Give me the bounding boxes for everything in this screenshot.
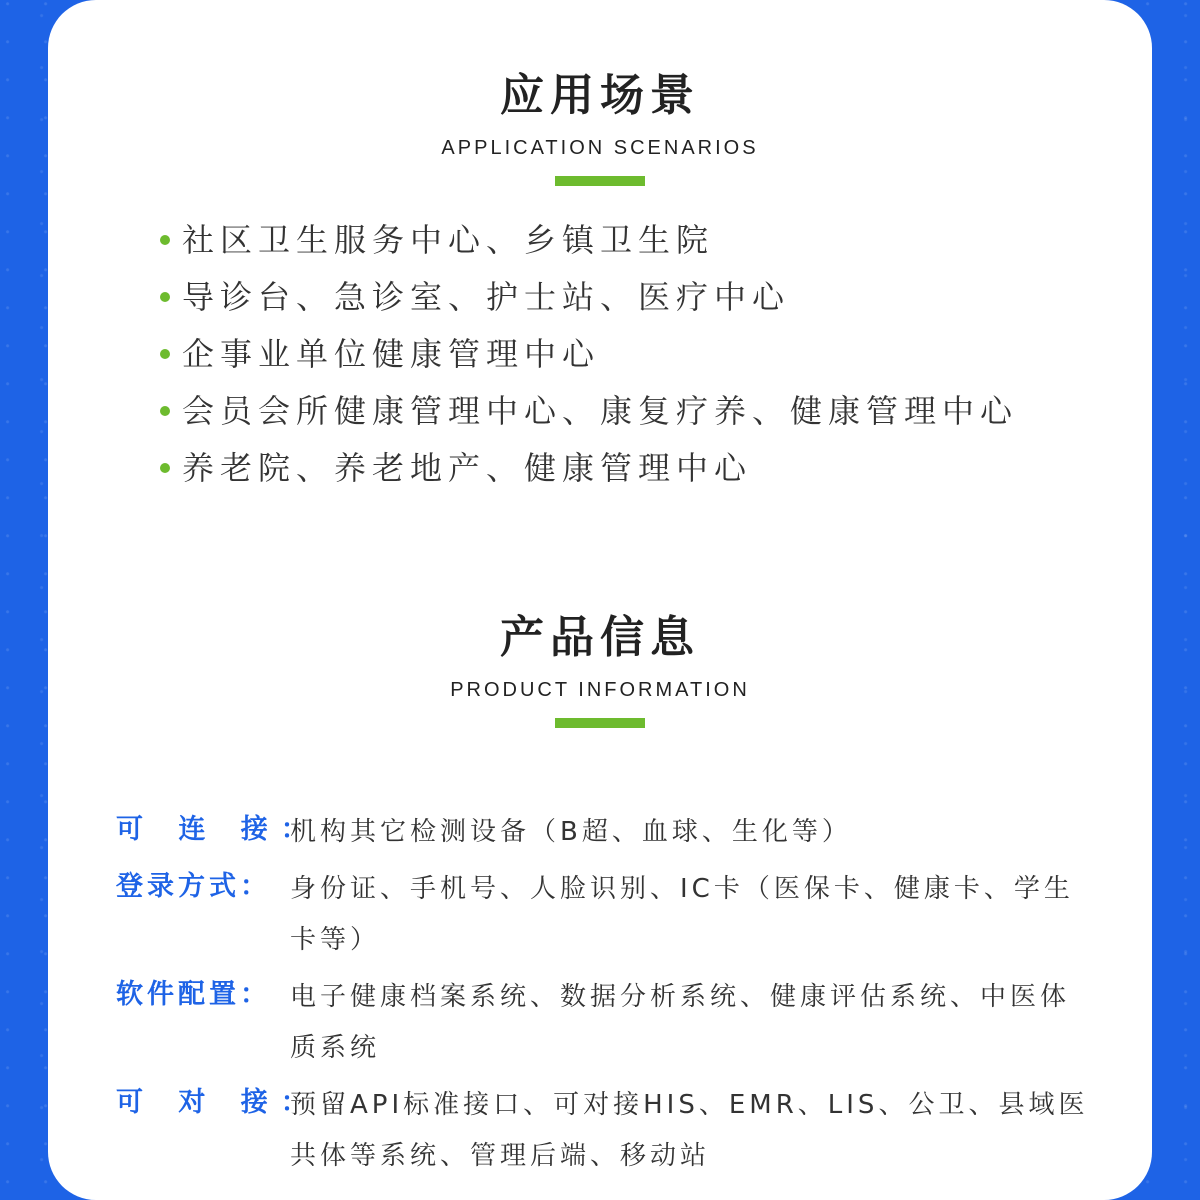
info-value: 身份证、手机号、人脸识别、IC卡（医保卡、健康卡、学生卡等） bbox=[290, 874, 1074, 955]
bullet-dot-icon bbox=[160, 235, 170, 245]
bullet-dot-icon bbox=[160, 463, 170, 473]
info-row-integration bbox=[116, 1080, 1106, 1182]
list-item-text: 社区卫生服务中心、乡镇卫生院 bbox=[182, 221, 715, 259]
scenarios-subtitle: APPLICATION SCENARIOS bbox=[441, 137, 759, 159]
info-label: 可 对 接： bbox=[116, 1087, 321, 1118]
scenarios-divider bbox=[555, 176, 645, 186]
list-item bbox=[158, 330, 1018, 387]
list-item bbox=[158, 444, 1018, 501]
content-card bbox=[48, 0, 1152, 1200]
product-header bbox=[48, 612, 1152, 728]
info-label: 可 连 接： bbox=[116, 814, 321, 845]
scenarios-header bbox=[48, 70, 1152, 186]
info-value: 电子健康档案系统、数据分析系统、健康评估系统、中医体质系统 bbox=[290, 982, 1071, 1063]
info-value: 预留API标准接口、可对接HIS、EMR、LIS、公卫、县域医共体等系统、管理后端、移动站 bbox=[290, 1090, 1089, 1171]
product-info-list bbox=[116, 807, 1106, 1188]
scenarios-list bbox=[158, 216, 1018, 501]
bullet-dot-icon bbox=[160, 292, 170, 302]
info-row-software bbox=[116, 972, 1106, 1074]
list-item-text: 企事业单位健康管理中心 bbox=[182, 335, 601, 373]
info-row-connect bbox=[116, 807, 1106, 858]
product-divider bbox=[555, 718, 645, 728]
info-label: 登录方式： bbox=[116, 871, 271, 902]
bullet-dot-icon bbox=[160, 406, 170, 416]
list-item-text: 会员会所健康管理中心、康复疗养、健康管理中心 bbox=[182, 392, 1019, 430]
info-value: 机构其它检测设备（B超、血球、生化等） bbox=[290, 817, 852, 847]
product-title: 产品信息 bbox=[500, 612, 700, 663]
info-label: 软件配置： bbox=[116, 979, 271, 1010]
list-item bbox=[158, 387, 1018, 444]
list-item bbox=[158, 216, 1018, 273]
scenarios-title: 应用场景 bbox=[500, 70, 700, 121]
info-row-login bbox=[116, 864, 1106, 966]
list-item-text: 养老院、养老地产、健康管理中心 bbox=[182, 449, 753, 487]
list-item-text: 导诊台、急诊室、护士站、医疗中心 bbox=[182, 278, 791, 316]
list-item bbox=[158, 273, 1018, 330]
bullet-dot-icon bbox=[160, 349, 170, 359]
product-subtitle: PRODUCT INFORMATION bbox=[450, 679, 750, 701]
